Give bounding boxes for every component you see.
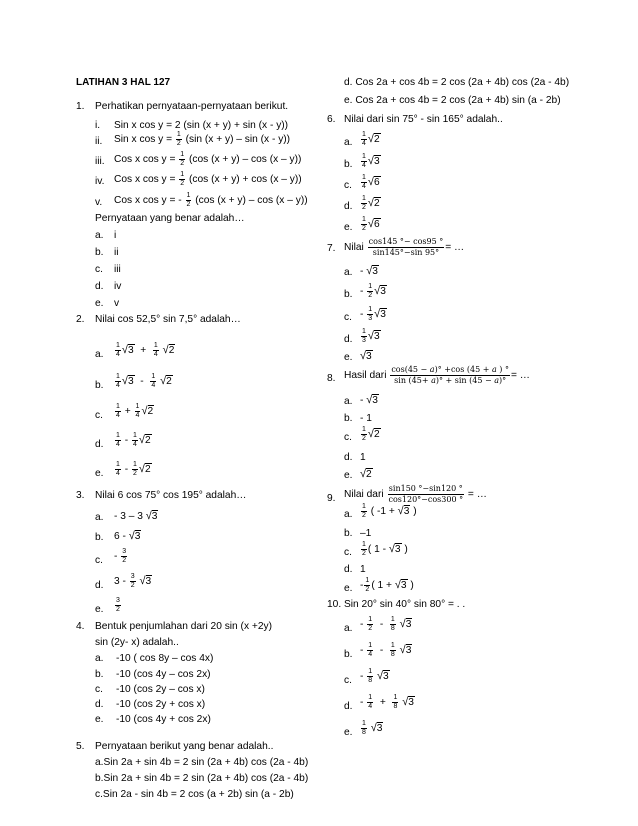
option-d-letter: d.	[344, 701, 353, 712]
option-d-letter: d.	[95, 439, 104, 450]
statement-v-label: v.	[95, 197, 103, 208]
question-6-stem: Nilai dari sin 75° - sin 165° adalah..	[344, 114, 503, 125]
question-10-stem: Sin 20° sin 40° sin 80° = . .	[344, 599, 466, 610]
option-b: $\frac{1}{4}$ √3	[362, 153, 380, 169]
option-c: - $\frac{1}{3}$ √3	[360, 306, 386, 322]
option-c: $\frac{1}{2}$ √2	[362, 426, 380, 442]
option-c-letter: c.	[95, 410, 103, 421]
option-a-letter: a.	[344, 509, 353, 520]
page-title: LATIHAN 3 HAL 127	[76, 77, 171, 88]
question-1-stem: Perhatikan pernyataan-pernyataan berikut.	[95, 101, 289, 112]
option-a: - $\frac{1}{2}$ - $\frac{1}{8}$ √3	[360, 616, 412, 632]
option-e: v	[114, 298, 120, 309]
option-c-letter: c.	[95, 555, 103, 566]
option-b: -10 (cos 4y – cos 2x)	[116, 669, 211, 680]
option-e: $\frac{3}{2}$	[116, 597, 120, 613]
option-b-letter: b.	[344, 159, 353, 170]
option-b: - $\frac{1}{4}$ - $\frac{1}{8}$ √3	[360, 642, 412, 658]
question-6-number: 6.	[327, 114, 336, 125]
option-d-letter: d.	[344, 564, 353, 575]
option-c-letter: c.	[344, 312, 352, 323]
question-3-stem: Nilai 6 cos 75° cos 195° adalah…	[95, 490, 247, 501]
option-e: $\frac{1}{4}$ - $\frac{1}{2}$ √2	[116, 461, 151, 477]
question-5-option-d: d. Cos 2a + cos 4b = 2 cos (2a + 4b) cos (2a - 4b)	[344, 77, 570, 88]
question-1-prompt: Pernyataan yang benar adalah…	[95, 213, 245, 224]
option-c-letter: c.	[95, 684, 103, 695]
option-d-letter: d.	[95, 580, 104, 591]
option-e: $\frac{1}{2}$ √6	[362, 216, 380, 232]
option-c-letter: c.	[344, 180, 352, 191]
option-d: $\frac{1}{2}$ √2	[362, 195, 380, 211]
option-a: - √3	[360, 394, 378, 406]
option-d: - $\frac{1}{4}$ + $\frac{1}{8}$ √3	[360, 694, 414, 710]
option-c: $\frac{1}{2}$ ( 1 - √3 )	[362, 541, 408, 557]
option-d: 3 - $\frac{3}{2}$ √3	[114, 573, 152, 589]
option-d: 1	[360, 452, 366, 463]
option-b: 6 - √3	[114, 530, 141, 542]
option-b: - 1	[360, 413, 372, 424]
question-2-stem: Nilai cos 52,5° sin 7,5° adalah…	[95, 314, 241, 325]
option-a-letter: a.	[344, 137, 353, 148]
option-a: - 3 – 3 √3	[114, 510, 158, 522]
option-e-letter: e.	[95, 714, 104, 725]
option-c-letter: c.	[95, 264, 103, 275]
option-a: -10 ( cos 8y – cos 4x)	[116, 653, 214, 664]
option-a: $\frac{1}{2}$ ( -1 + √3 )	[362, 503, 417, 519]
statement-v: Cos x cos y = - $\frac{1}{2}$ (cos (x + y) – cos (x – y))	[114, 192, 308, 208]
option-d: $\frac{1}{3}$ √3	[362, 328, 380, 344]
option-e-letter: e.	[344, 727, 353, 738]
statement-iv: Cos x cos y = $\frac{1}{2}$ (cos (x + y) + cos (x – y))	[114, 171, 302, 187]
question-3-number: 3.	[76, 490, 85, 501]
option-c: -10 (cos 2y – cos x)	[116, 684, 205, 695]
option-e-letter: e.	[95, 298, 104, 309]
option-d-letter: d.	[344, 334, 353, 345]
option-b-letter: b.	[95, 669, 104, 680]
option-d-letter: d.	[344, 201, 353, 212]
question-8-stem: Hasil dari $\frac{\text{cos(45 − 𝑎)° +cos (45 + 𝑎 ) °}}{\text{sin (45+ 𝑎)° + sin (45 − 𝑎)°}}$ = …	[344, 365, 530, 385]
question-7-number: 7.	[327, 243, 336, 254]
question-4-stem-line2: sin (2y- x) adalah..	[95, 637, 179, 648]
option-b-letter: b.	[344, 528, 353, 539]
question-4-stem-line1: Bentuk penjumlahan dari 20 sin (x +2y)	[95, 621, 272, 632]
question-1-number: 1.	[76, 101, 85, 112]
statement-i-label: i.	[95, 120, 101, 131]
option-d-letter: d.	[95, 281, 104, 292]
option-c-letter: c.	[344, 547, 352, 558]
option-b-letter: b.	[95, 380, 104, 391]
option-c: - $\frac{1}{8}$ √3	[360, 668, 389, 684]
option-a-letter: a.	[95, 230, 104, 241]
statement-iii-label: iii.	[95, 156, 105, 167]
option-e: √2	[360, 468, 372, 480]
question-5-stem: Pernyataan berikut yang benar adalah..	[95, 741, 274, 752]
option-b-letter: b.	[344, 413, 353, 424]
option-a-letter: a.	[95, 512, 104, 523]
question-7-stem: Nilai $\frac{\cos 145 ^\circ- \cos 95 ^\circ}{\sin 145^\circ-\sin 95^\circ}$ = …	[344, 237, 465, 257]
option-d: $\frac{1}{4}$ - $\frac{1}{4}$ √2	[116, 432, 151, 448]
option-a-letter: a.	[95, 653, 104, 664]
option-e-letter: e.	[344, 583, 353, 594]
option-c: - $\frac{3}{2}$	[114, 548, 127, 564]
statement-ii-label: ii.	[95, 136, 103, 147]
option-e: -10 (cos 4y + cos 2x)	[116, 714, 211, 725]
option-b-letter: b.	[344, 649, 353, 660]
option-e-letter: e.	[344, 222, 353, 233]
question-9-stem: Nilai dari $\frac{\sin 150 ^\circ-\sin 120 ^\circ}{\cos 120^\circ-\cos 300 ^\circ}$ = …	[344, 484, 487, 504]
question-5-number: 5.	[76, 741, 85, 752]
option-e: √3	[360, 350, 372, 362]
option-c: iii	[114, 264, 121, 275]
statement-ii: Sin x cos y = $\frac{1}{2}$ (sin (x + y) – sin (x - y))	[114, 131, 291, 147]
statement-i: Sin x cos y = 2 (sin (x + y) + sin (x - y))	[114, 120, 289, 131]
option-c: $\frac{1}{4}$ √6	[362, 174, 380, 190]
question-5-option-b: b.Sin 2a + sin 4b = 2 sin (2a + 4b) cos (2a - 4b)	[95, 773, 309, 784]
question-4-number: 4.	[76, 621, 85, 632]
option-d: 1	[360, 564, 366, 575]
option-e-letter: e.	[344, 352, 353, 363]
option-a-letter: a.	[344, 267, 353, 278]
option-d: -10 (cos 2y + cos x)	[116, 699, 206, 710]
question-9-number: 9.	[327, 493, 336, 504]
option-b: - $\frac{1}{2}$ √3	[360, 283, 386, 299]
option-e: $\frac{1}{8}$ √3	[362, 720, 383, 736]
option-d: iv	[114, 281, 122, 292]
option-b: ii	[114, 247, 119, 258]
option-d-letter: d.	[344, 452, 353, 463]
option-b-letter: b.	[95, 247, 104, 258]
option-e: - $\frac{1}{2}$ ( 1 + √3 )	[360, 577, 414, 593]
option-a-letter: a.	[344, 623, 353, 634]
question-5-option-e: e. Cos 2a + cos 4b = 2 cos (2a + 4b) sin (a - 2b)	[344, 95, 561, 106]
option-b-letter: b.	[344, 289, 353, 300]
option-d-letter: d.	[95, 699, 104, 710]
question-5-option-a: a.Sin 2a + sin 4b = 2 sin (2a + 4b) cos (2a - 4b)	[95, 757, 309, 768]
option-e-letter: e.	[95, 468, 104, 479]
option-a: $\frac{1}{4}$ √2	[362, 131, 380, 147]
option-b: $\frac{1}{4}$ √3 - $\frac{1}{4}$ √2	[116, 373, 172, 389]
question-8-number: 8.	[327, 373, 336, 384]
option-a: i	[114, 230, 117, 241]
option-b-letter: b.	[95, 532, 104, 543]
option-e-letter: e.	[344, 470, 353, 481]
option-a-letter: a.	[95, 349, 104, 360]
option-e-letter: e.	[95, 604, 104, 615]
option-c-letter: c.	[344, 675, 352, 686]
option-a: - √3	[360, 265, 378, 277]
question-10-number: 10.	[327, 599, 342, 610]
question-5-option-c: c.Sin 2a - sin 4b = 2 cos (a + 2b) sin (a - 2b)	[95, 789, 294, 800]
option-a: $\frac{1}{4}$ √3 + $\frac{1}{4}$ √2	[116, 342, 175, 358]
option-c-letter: c.	[344, 432, 352, 443]
statement-iv-label: iv.	[95, 176, 105, 187]
question-2-number: 2.	[76, 314, 85, 325]
statement-iii: Cos x cos y = $\frac{1}{2}$ (cos (x + y) – cos (x – y))	[114, 151, 302, 167]
option-c: $\frac{1}{4}$ + $\frac{1}{4}$ √2	[116, 403, 154, 419]
option-b: –1	[360, 528, 372, 539]
option-a-letter: a.	[344, 396, 353, 407]
